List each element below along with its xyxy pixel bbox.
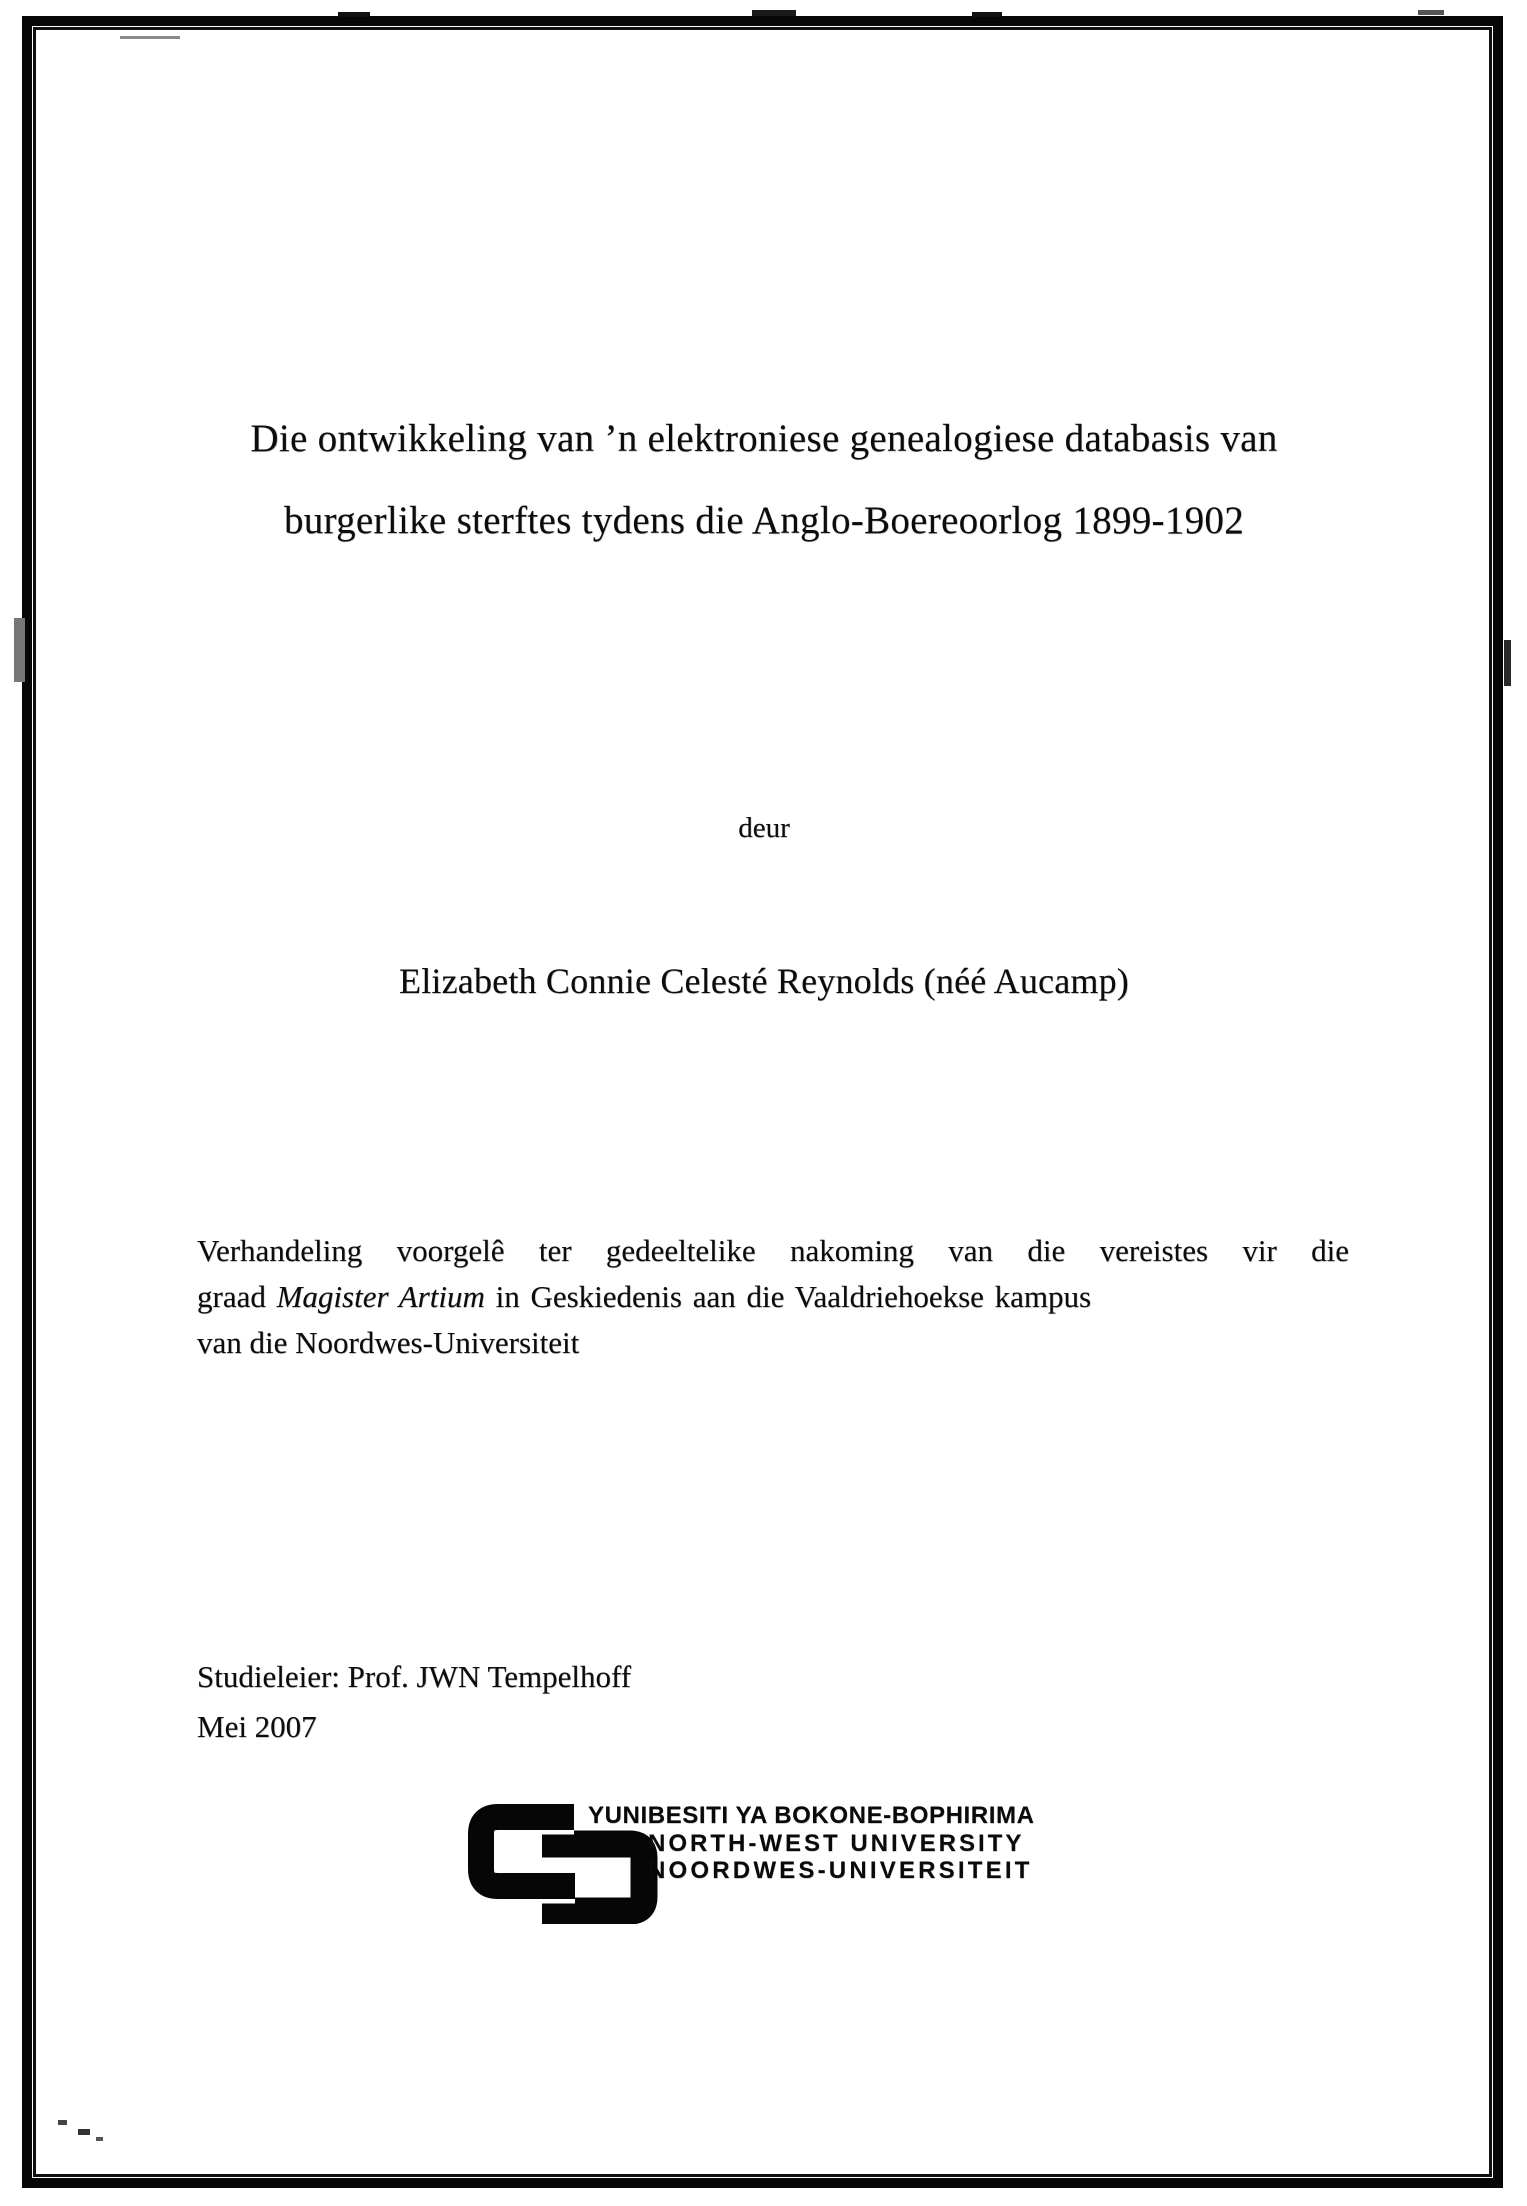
thesis-title [184,398,1344,562]
scan-artifact [120,36,180,39]
submission-line2 [197,1274,1349,1320]
scan-artifact [1504,640,1511,686]
logo-text-afrikaans: NOORDWES-UNIVERSITEIT [648,1857,1033,1884]
date-line: Mei 2007 [197,1709,317,1744]
thesis-title-line1: Die ontwikkeling van ’n elektroniese genealogiese databasis van [250,417,1278,460]
submission-statement [197,1228,1349,1366]
logo-text-setswana: YUNIBESITI YA BOKONE-BOPHIRIMA [588,1802,1035,1829]
byline-deur: deur [738,812,790,844]
scan-artifact [338,12,370,17]
scan-artifact [972,12,1002,17]
scan-artifact [752,10,796,16]
submission-line2-suffix: in Geskiedenis aan die Vaaldriehoekse kampus [484,1279,1092,1314]
submission-line2-prefix: graad [197,1279,277,1314]
thesis-title-line2: burgerlike sterftes tydens die Anglo-Boereoorlog 1899-1902 [283,499,1245,542]
submission-line1: Verhandeling voorgelê ter gedeeltelike nakoming van die vereistes vir die [197,1233,1349,1268]
scan-artifact [78,2129,90,2135]
logo-text-english: NORTH-WEST UNIVERSITY [648,1830,1025,1857]
scan-artifact [58,2120,67,2125]
scan-artifact [96,2137,103,2141]
supervisor-block [197,1652,631,1752]
scan-artifact [14,618,25,682]
supervisor-line: Studieleier: Prof. JWN Tempelhoff [197,1659,632,1694]
submission-line3: van die Noordwes-Universiteit [197,1325,580,1360]
scan-artifact [1418,10,1444,15]
author-name: Elizabeth Connie Celesté Reynolds (néé Aucamp) [399,961,1129,1001]
degree-name-italic: Magister Artium [276,1279,485,1314]
